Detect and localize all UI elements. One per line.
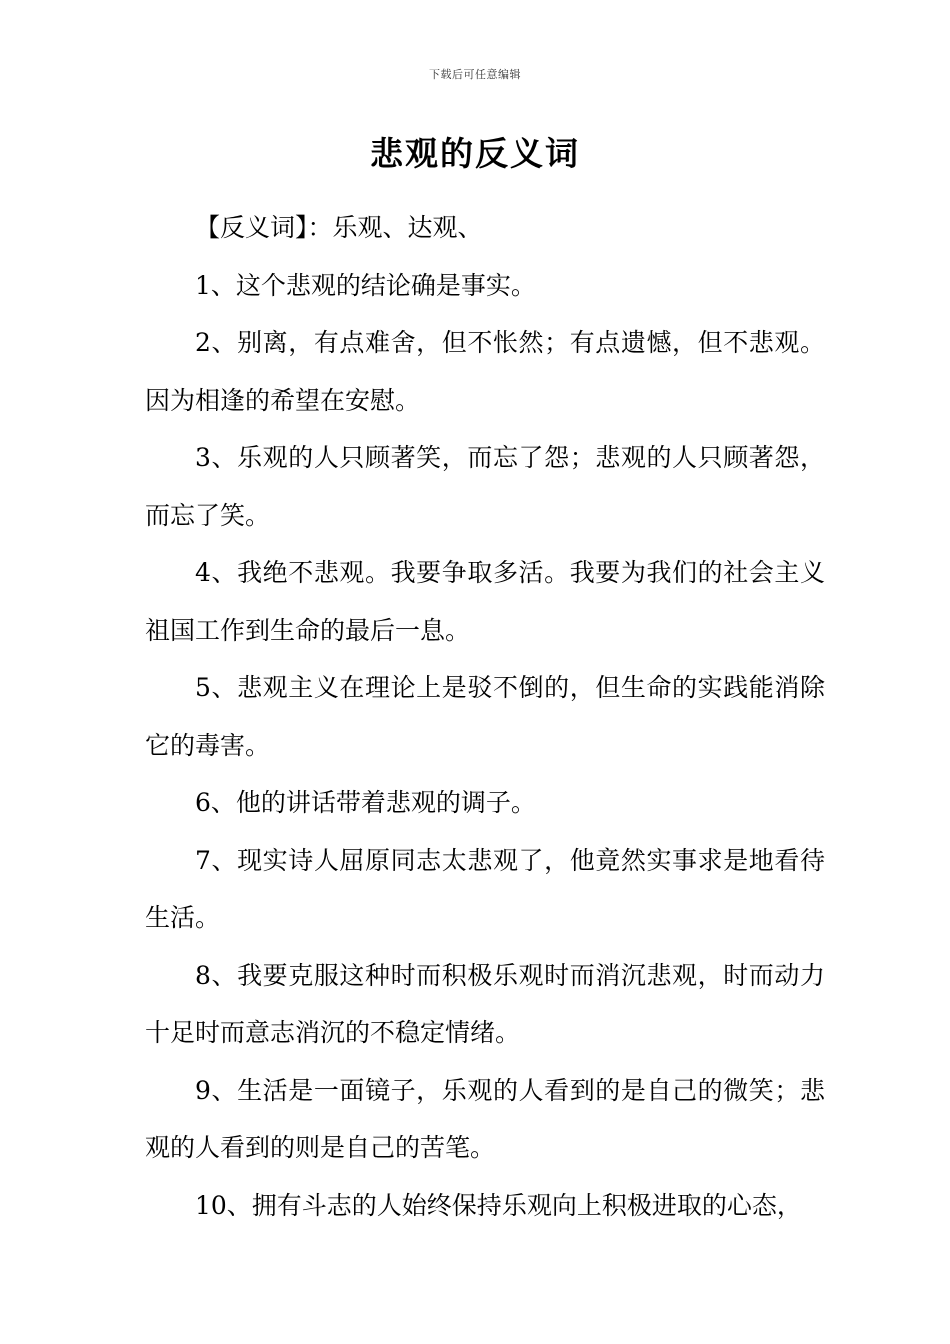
example-sentence-3: 3、乐观的人只顾著笑，而忘了怨；悲观的人只顾著怨，而忘了笑。 — [145, 443, 825, 530]
document-title: 悲观的反义词 — [370, 134, 580, 173]
example-sentence-10: 10、拥有斗志的人始终保持乐观向上积极进取的心态， — [195, 1190, 802, 1220]
example-sentence-5: 5、悲观主义在理论上是驳不倒的，但生命的实践能消除它的毒害。 — [145, 673, 825, 760]
example-sentence-4: 4、我绝不悲观。我要争取多活。我要为我们的社会主义祖国工作到生命的最后一息。 — [145, 558, 825, 645]
example-sentence-1: 1、这个悲观的结论确是事实。 — [195, 270, 536, 300]
example-sentence-8: 8、我要克服这种时而积极乐观时而消沉悲观，时而动力十足时而意志消沉的不稳定情绪。 — [145, 960, 825, 1047]
example-sentence-9: 9、生活是一面镜子，乐观的人看到的是自己的微笑；悲观的人看到的则是自己的苦笔。 — [145, 1075, 825, 1162]
example-sentence-7: 7、现实诗人屈原同志太悲观了，他竟然实事求是地看待生活。 — [145, 845, 825, 932]
document-body — [145, 199, 825, 1234]
example-sentence-2: 2、别离，有点难舍，但不怅然；有点遗憾，但不悲观。因为相逢的希望在安慰。 — [145, 328, 825, 415]
header-note: 下载后可任意编辑 — [429, 68, 521, 81]
antonyms-line: 【反义词】：乐观、达观、 — [195, 213, 483, 242]
example-sentence-6: 6、他的讲话带着悲观的调子。 — [195, 788, 536, 817]
